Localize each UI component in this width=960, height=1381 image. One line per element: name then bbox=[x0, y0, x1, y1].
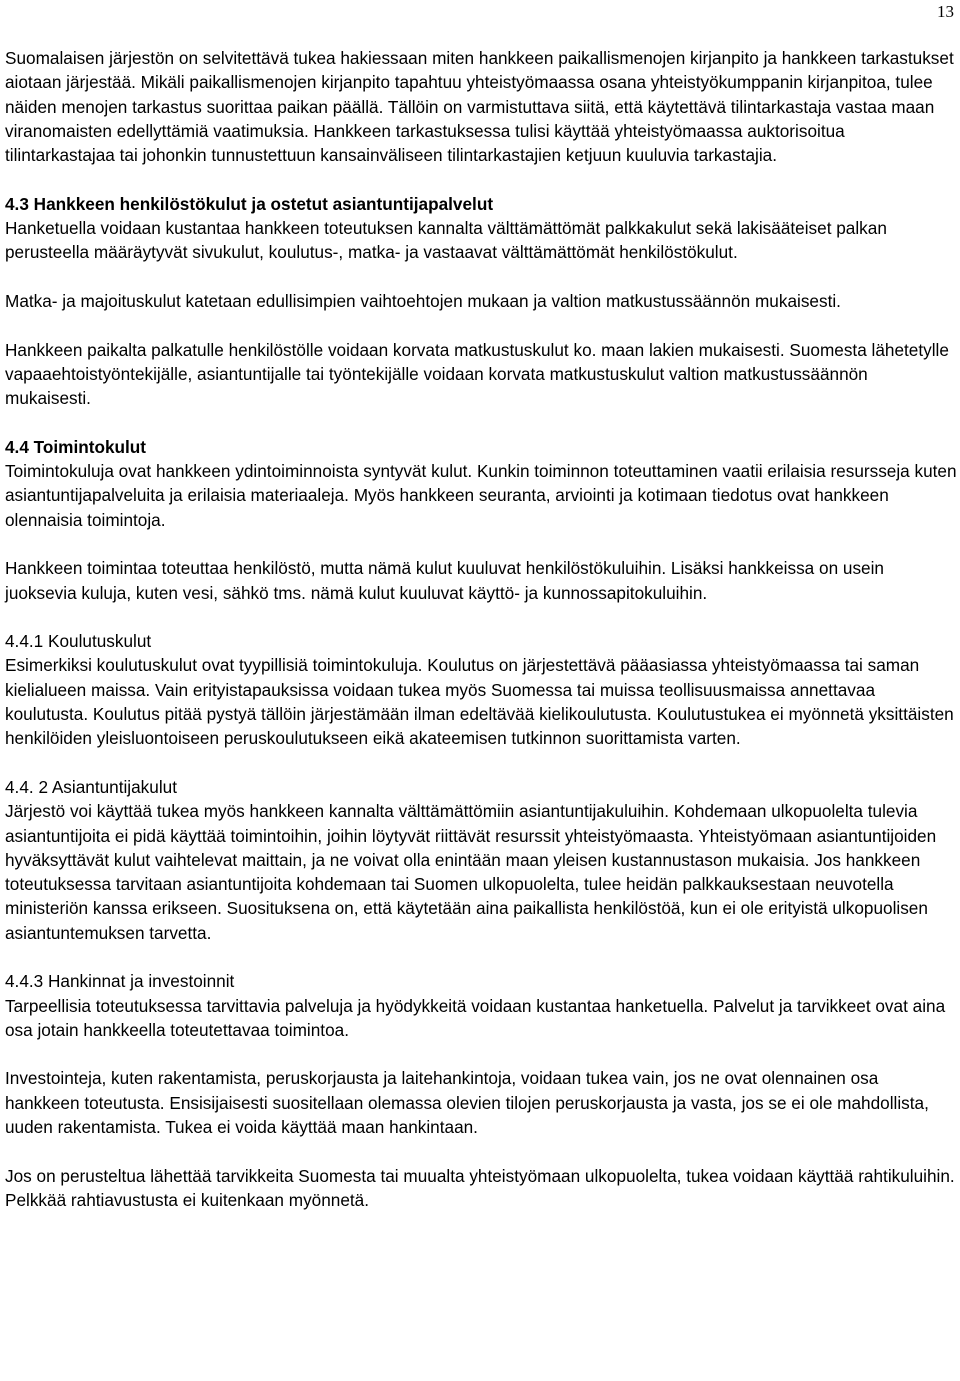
section-4-4-3-heading: 4.4.3 Hankinnat ja investoinnit bbox=[5, 971, 235, 992]
section-4-4-heading: 4.4 Toimintokulut bbox=[5, 436, 146, 457]
section-4-4-3 bbox=[5, 969, 957, 1212]
section-4-4-1-paragraph-1: Esimerkiksi koulutuskulut ovat tyypillisiä toimintokuluja. Koulutus on järjestettävä pääasiassa yhteistyömaassa tai saman kielialueen maissa. Vain erityistapauksissa voidaan tukea myös Suomessa tai muissa teollisuusmaissa annettavaa koulutusta. Koulutus pitää pystyä tällöin järjestämään ilman edeltävää kielikoulutusta. Koulutustukea ei myönnetä yksittäisten henkilöiden yleisluontoiseen peruskoulutukseen eikä akateemisen tutkinnon suorittamista varten. bbox=[5, 655, 954, 749]
section-4-4-3-paragraph-2: Investointeja, kuten rakentamista, peruskorjausta ja laitehankintoja, voidaan tukea vain, jos ne ovat olennainen osa hankkeen toteutusta. Ensisijaisesti suositellaan olemassa olevien tilojen peruskorjausta ja vasta, jos se ei ole mahdollista, uuden rakentamista. Tukea ei voida käyttää maan hankintaan. bbox=[5, 1068, 929, 1138]
page-number: 13 bbox=[937, 2, 954, 21]
section-4-4-paragraph-2: Hankkeen toimintaa toteuttaa henkilöstö, mutta nämä kulut kuuluvat henkilöstökuluihin. Lisäksi hankkeissa on usein juoksevia kuluja, kuten vesi, sähkö tms. nämä kulut kuuluvat käyttö- ja kunnossapitokuluihin. bbox=[5, 558, 884, 603]
section-4-4-2-heading: 4.4. 2 Asiantuntijakulut bbox=[5, 776, 177, 797]
section-4-3-paragraph-3: Hankkeen paikalta palkatulle henkilöstölle voidaan korvata matkustuskulut ko. maan lakien mukaisesti. Suomesta lähetetylle vapaaehtoistyöntekijälle, asiantuntijalle tai työntekijälle voidaan korvata matkustuskulut valtion matkustussäännön mukaisesti. bbox=[5, 339, 949, 409]
section-4-4 bbox=[5, 435, 957, 605]
section-4-3-heading: 4.3 Hankkeen henkilöstökulut ja ostetut asiantuntijapalvelut bbox=[5, 193, 494, 214]
section-4-4-2 bbox=[5, 775, 957, 945]
section-4-4-1-heading: 4.4.1 Koulutuskulut bbox=[5, 631, 152, 652]
section-4-4-1 bbox=[5, 629, 957, 750]
document-body bbox=[5, 46, 957, 1212]
section-4-3 bbox=[5, 192, 957, 411]
section-4-3-paragraph-1: Hanketuella voidaan kustantaa hankkeen toteutuksen kannalta välttämättömät palkkakulut sekä lakisääteiset palkan perusteella määräytyvät sivukulut, koulutus-, matka- ja vastaavat välttämättömät henkilöstökulut. bbox=[5, 218, 887, 263]
section-4-4-3-paragraph-3: Jos on perusteltua lähettää tarvikkeita Suomesta tai muualta yhteistyömaan ulkopuolelta, tukea voidaan käyttää rahtikuluihin. Pelkkää rahtiavustusta ei kuitenkaan myönnetä. bbox=[5, 1165, 955, 1210]
section-4-4-2-paragraph-1: Järjestö voi käyttää tukea myös hankkeen kannalta välttämättömiin asiantuntijakuluihin. Kohdemaan ulkopuolelta tulevia asiantuntijoita ei pidä käyttää toimintoihin, joihin löytyvät riittävät resurssit yhteistyömaasta. Yhteistyömaan asiantuntijoiden hyväksyttävät kulut vaihtelevat maittain, ja ne voivat olla enintään maan yleisen kustannustason mukaisia. Jos hankkeen toteutuksessa tarvitaan asiantuntijoita kohdemaan tai Suomen ulkopuolelta, tulee heidän palkkauksestaan neuvotella ministeriön kanssa erikseen. Suosituksena on, että käytetään aina paikallista henkilöstöä, kun ei ole erityistä ulkopuolisen asiantuntemuksen tarvetta. bbox=[5, 801, 937, 943]
section-4-4-paragraph-1: Toimintokuluja ovat hankkeen ydintoiminnoista syntyvät kulut. Kunkin toiminnon toteuttaminen vaatii erilaisia resursseja kuten asiantuntijapalveluita ja erilaisia materiaaleja. Myös hankkeen seuranta, arviointi ja kotimaan tiedotus ovat hankkeen olennaisia toimintoja. bbox=[5, 461, 957, 530]
section-4-3-paragraph-2: Matka- ja majoituskulut katetaan edullisimpien vaihtoehtojen mukaan ja valtion matkustussäännön mukaisesti. bbox=[5, 290, 841, 311]
section-4-4-3-paragraph-1: Tarpeellisia toteutuksessa tarvittavia palveluja ja hyödykkeitä voidaan kustantaa hanketuella. Palvelut ja tarvikkeet ovat aina osa jotain hankkeella toteutettavaa toimintoa. bbox=[5, 995, 946, 1040]
intro-paragraph: Suomalaisen järjestön on selvitettävä tukea hakiessaan miten hankkeen paikallismenojen kirjanpito ja hankkeen tarkastukset aiotaan järjestää. Mikäli paikallismenojen kirjanpito tapahtuu yhteistyömaassa osana yhteistyökumppanin kirjanpitoa, tulee näiden menojen tarkastus suorittaa paikan päällä. Tällöin on varmistuttava siitä, että käytettävä tilintarkastaja vastaa maan viranomaisten edellyttämiä vaatimuksia. Hankkeen tarkastuksessa tulisi käyttää yhteistyömaassa auktorisoitua tilintarkastajaa tai johonkin tunnustettuun kansainväliseen tilintarkastajien ketjuun kuuluvia tarkastajia. bbox=[5, 48, 954, 166]
